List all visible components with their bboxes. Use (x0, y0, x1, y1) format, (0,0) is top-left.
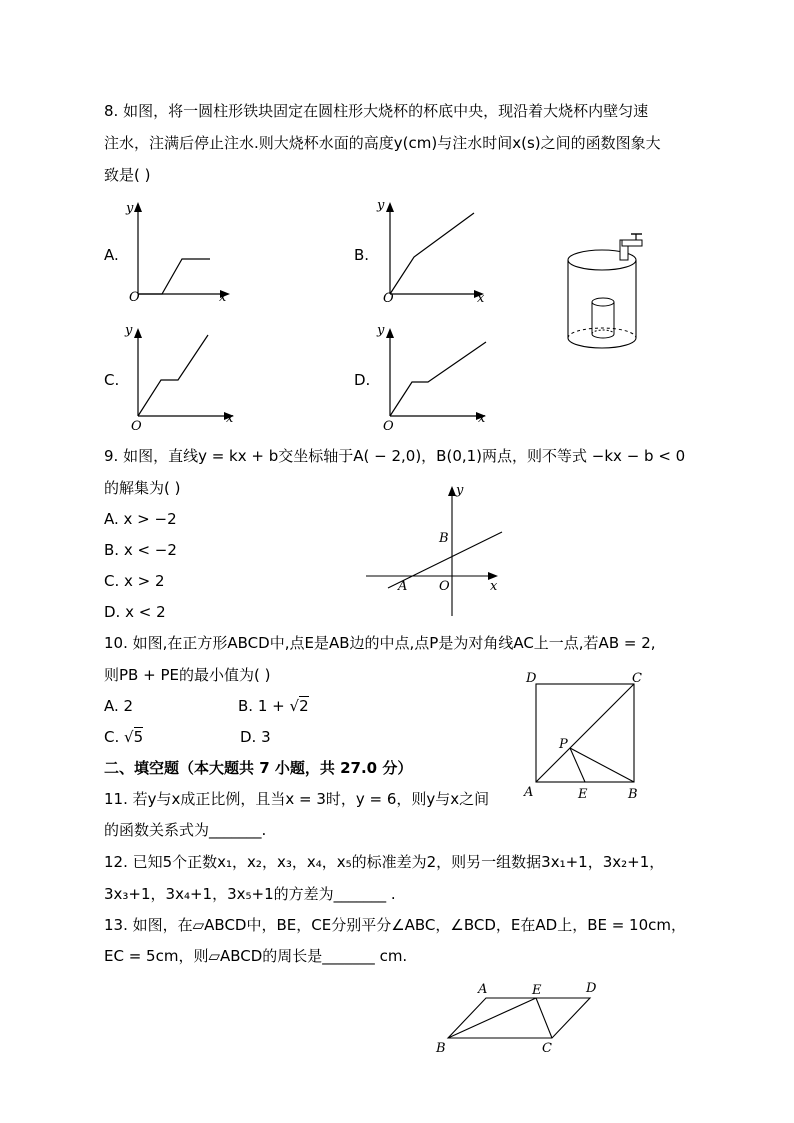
q10-point-d: D (526, 671, 537, 686)
q10-option-c-prefix: C. (104, 728, 120, 746)
q10-point-e: E (578, 787, 588, 802)
q10-point-a: A (524, 785, 534, 800)
q13-point-e: E (532, 983, 542, 998)
q8-option-b-label: B. (354, 246, 370, 264)
q9-line2: 的解集为( ) (104, 479, 181, 497)
q8-line1: 8. 如图，将一圆柱形铁块固定在圆柱形大烧杯的杯底中央，现沿着大烧杯内壁匀速 (104, 102, 649, 120)
q8-option-a-label: A. (104, 246, 119, 264)
q10-line2: 则PB + PE的最小值为( ) (104, 666, 271, 684)
q13-line1: 13. 如图，在▱ABCD中，BE，CE分别平分∠ABC，∠BCD，E在AD上，BE = 10cm， (104, 916, 687, 934)
graph-c-x-label: x (226, 411, 234, 426)
q9-option-b: B. x < −2 (104, 541, 177, 559)
sqrt-icon: √ (124, 728, 134, 746)
graph-d-origin: O (383, 419, 394, 434)
q10-option-d: D. 3 (240, 728, 271, 746)
q13-parallelogram-figure (430, 978, 610, 1058)
section-heading-fill-in: 二、填空题（本大题共 7 小题，共 27.0 分） (104, 759, 413, 777)
graph-a-x-label: x (219, 290, 227, 305)
q13-point-b: B (436, 1041, 446, 1056)
q13-point-c: C (542, 1041, 552, 1056)
q10-option-b (238, 696, 309, 716)
q8-graph-d (370, 322, 494, 432)
q12-line2: 3x₃+1，3x₄+1，3x₅+1的方差为_______ . (104, 885, 396, 903)
graph-a-origin: O (129, 290, 140, 305)
q9-option-d: D. x < 2 (104, 603, 166, 621)
q12-line1: 12. 已知5个正数x₁，x₂，x₃，x₄，x₅的标准差为2，则另一组数据3x₁+1，3x₂+1， (104, 853, 665, 871)
q10-option-a: A. 2 (104, 697, 134, 715)
q8-line3: 致是( ) (104, 166, 151, 184)
q9-option-a: A. x > −2 (104, 510, 177, 528)
q8-graph-c (118, 322, 242, 432)
q9-point-b: B (439, 531, 449, 546)
q13-point-d: D (586, 981, 597, 996)
q10-point-b: B (628, 787, 638, 802)
q10-point-p: P (559, 737, 568, 752)
q9-point-a: A (398, 579, 408, 594)
q10-square-figure (520, 668, 650, 804)
q13-line2: EC = 5cm，则▱ABCD的周长是_______ cm. (104, 947, 408, 965)
q10-option-b-radicand: 2 (299, 697, 309, 715)
q10-option-c (104, 727, 143, 747)
q11-line1: 11. 若y与x成正比例，且当x = 3时，y = 6，则y与x之间 (104, 790, 490, 808)
q13-point-a: A (478, 982, 488, 997)
q8-option-d-label: D. (354, 371, 371, 389)
q9-option-c: C. x > 2 (104, 572, 165, 590)
q9-origin: O (439, 579, 450, 594)
beaker-illustration (566, 230, 646, 358)
q9-line1: 9. 如图，直线y = kx + b交坐标轴于A( − 2,0)，B(0,1)两点，则不等式 −kx − b < 0 (104, 447, 686, 465)
q8-graph-a (118, 198, 238, 306)
graph-d-y-label: y (377, 323, 385, 338)
q9-y-label: y (456, 483, 464, 498)
q8-option-c-label: C. (104, 371, 120, 389)
q11-line2: 的函数关系式为_______. (104, 821, 267, 839)
q9-figure (366, 480, 506, 620)
q10-line1: 10. 如图,在正方形ABCD中,点E是AB边的中点,点P是为对角线AC上一点,若AB = 2, (104, 634, 656, 652)
graph-b-origin: O (383, 291, 394, 306)
graph-a-y-label: y (126, 201, 134, 216)
graph-b-x-label: x (477, 291, 485, 306)
graph-c-origin: O (131, 419, 142, 434)
q9-x-label: x (490, 579, 498, 594)
graph-c-y-label: y (125, 323, 133, 338)
sqrt-icon: √ (289, 697, 300, 715)
q8-graph-b (370, 196, 494, 306)
q10-option-c-radicand: 5 (133, 728, 144, 746)
graph-d-x-label: x (478, 411, 486, 426)
q10-option-b-prefix: B. 1 + (238, 697, 285, 715)
q8-line2: 注水，注满后停止注水.则大烧杯水面的高度y(cm)与注水时间x(s)之间的函数图象大 (104, 134, 661, 152)
q10-point-c: C (632, 671, 642, 686)
graph-b-y-label: y (377, 198, 385, 213)
